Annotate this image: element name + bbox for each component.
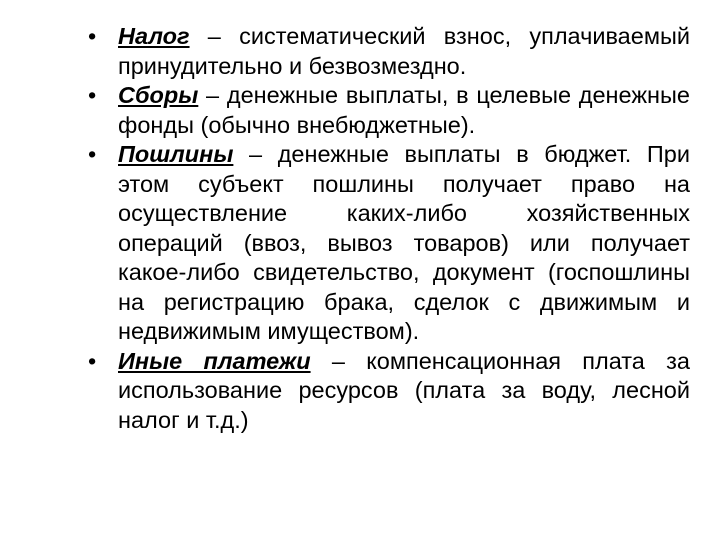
bullet-icon: • <box>88 347 97 374</box>
definition-list <box>88 22 690 435</box>
list-item-inye-platezhi <box>88 347 690 436</box>
term-inye-platezhi: Иные платежи <box>118 347 311 374</box>
definition-sbory: – денежные выплаты, в целевые денежные фонды (обычно внебюджетные). <box>118 82 690 138</box>
bullet-icon: • <box>88 141 97 167</box>
definition-nalog: – систематический взнос, уплачиваемый принудительно и безвозмездно. <box>118 23 690 79</box>
bullet-icon: • <box>88 82 97 108</box>
term-nalog: Налог <box>118 23 190 49</box>
bullet-icon: • <box>88 23 97 49</box>
list-item-nalog <box>88 22 690 81</box>
term-poshliny: Пошлины <box>118 141 234 167</box>
definition-inye-platezhi: – компенсационная плата за использование ресурсов (плата за воду, лесной налог и т.д.) <box>118 347 690 433</box>
list-item-poshliny <box>88 140 690 347</box>
list-item-sbory <box>88 81 690 140</box>
definition-poshliny: – денежные выплаты в бюджет. При этом субъект пошлины получает право на осуществление каких-либо хозяйственных операций (ввоз, вывоз товаров) или получает какое-либо свидетельство, документ (госпошлины на регистрацию брака, сделок с движимым и недвижимым имуществом). <box>118 141 690 344</box>
term-sbory: Сборы <box>118 82 199 108</box>
